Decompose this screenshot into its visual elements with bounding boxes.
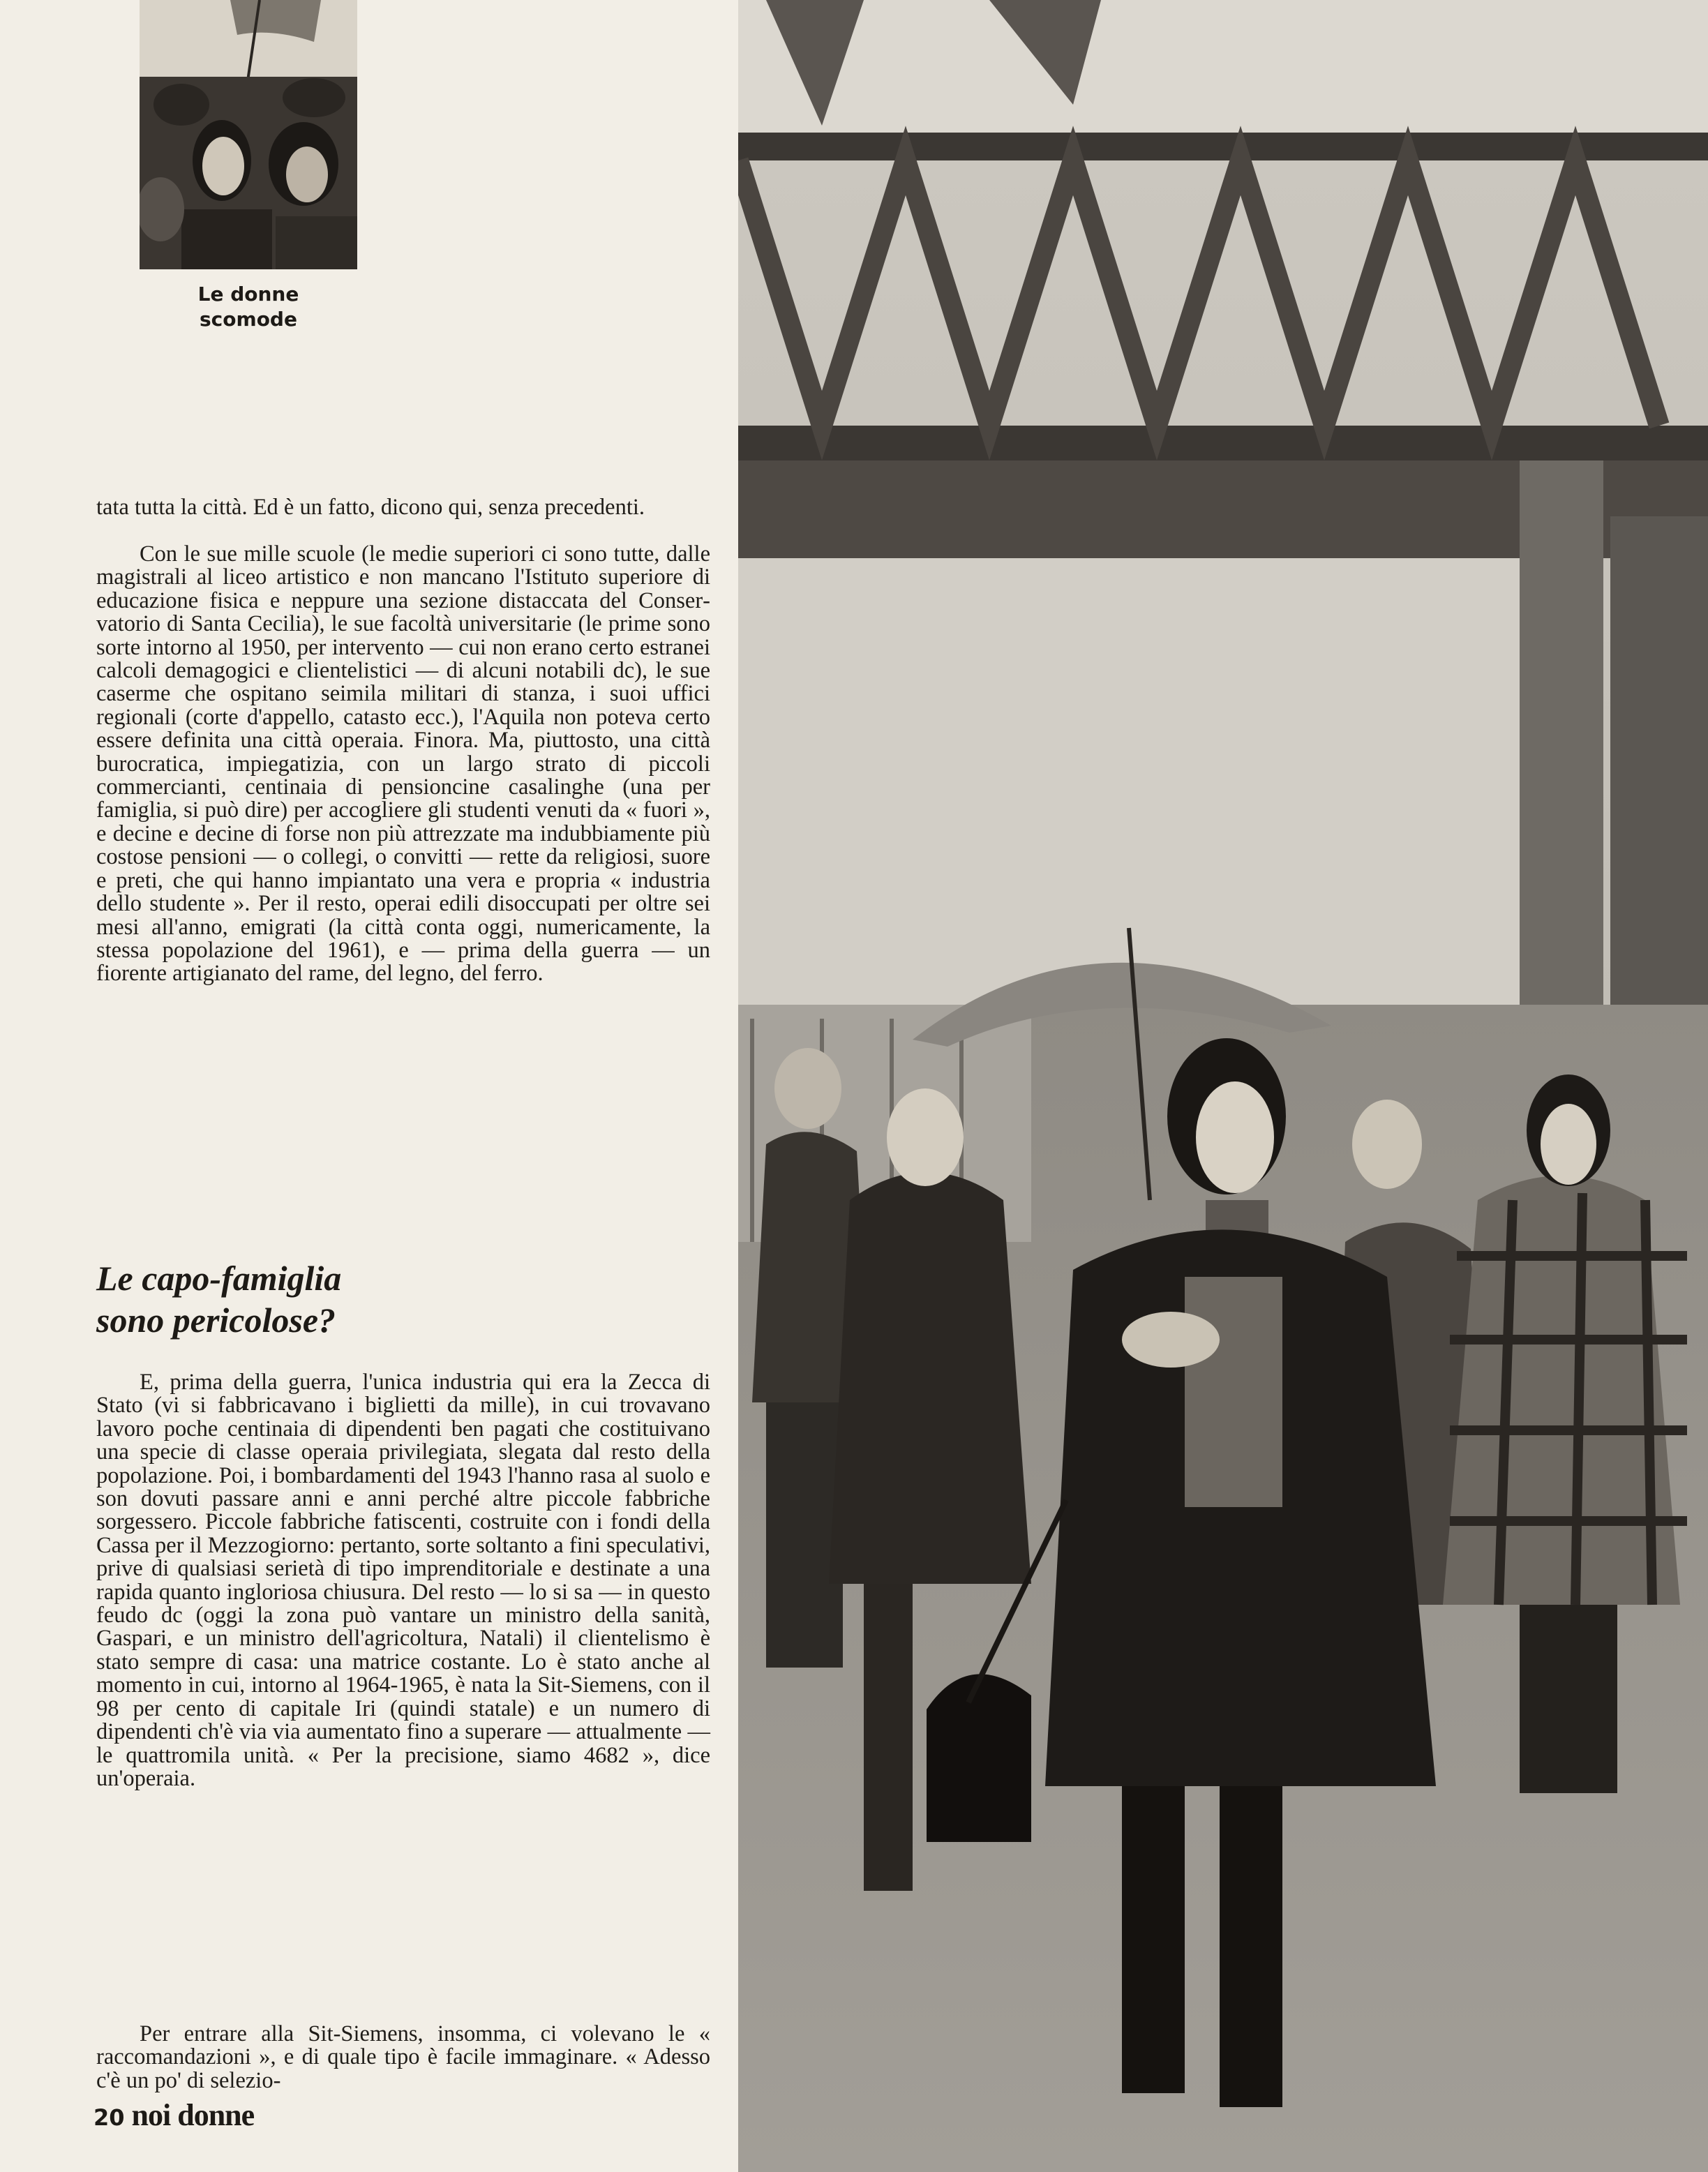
- article-paragraph-1: tata tutta la città. Ed è un fatto, dicono qui, senza precedenti.: [96, 495, 645, 520]
- thumbnail-photo-protest: [140, 0, 357, 269]
- subheading-line-1: Le capo-famiglia: [96, 1259, 342, 1298]
- article-paragraph-3-text: E, prima della guerra, l'unica industria qui era la Zecca di Stato (vi si fabbricavano i biglietti da mille), in cui trovavano lavoro poche centinaia di dipendenti ben pagati che costituivano una specie di classe operaia privilegiata, slegata dal resto della popolazione. Poi, i bombardamenti del 1943 l'hanno rasa al suolo e son dovuti passare anni e anni perché altre piccole fabbriche sorgessero. Piccole fabbriche fatiscenti, costruite con i fondi della Cassa per il Mezzogiorno: pertanto, sorte soltanto a fini speculativi, prive di qualsiasi serietà di tipo imprenditoriale e destinate a una rapida quanto ingloriosa chiusura. Del resto — lo si sa — in questo feudo dc (oggi la zona può vantare un ministro della sanità, Gaspari, e un ministro dell'agricoltura, Natali) il clientelismo è stato sempre di casa: una matrice costante. Lo è stato anche al momento in cui, intorno al 1964-1965, è nata la Sit-Siemens, con il 98 per cento di capitale Iri (quindi statale) e un numero di dipendenti ch'è via via aumentato fino a superare — attualmente — le quattromila unità. « Per la precisione, siamo 4682 », dice un'operaia.: [96, 1370, 710, 1791]
- article-paragraph-2: [96, 543, 710, 986]
- magazine-logo: noi donne: [131, 2098, 255, 2132]
- thumbnail-photo-art: [140, 0, 357, 269]
- article-paragraph-4: [96, 2023, 710, 2092]
- section-subheading: [96, 1257, 710, 1341]
- article-column: [0, 0, 738, 2172]
- caption-line-2: scomode: [200, 308, 297, 331]
- caption-line-1: Le donne: [197, 283, 299, 306]
- article-paragraph-4-text: Per entrare alla Sit-Siemens, insomma, ci volevano le « raccomandazioni », e di quale tipo è facile immaginare. « Adesso c'è un po' di selezio-: [96, 2021, 710, 2093]
- article-paragraph-3: [96, 1371, 710, 1790]
- main-photo-art: [738, 0, 1708, 2172]
- photo-caption: [140, 282, 357, 332]
- page-number: 20: [93, 2104, 125, 2131]
- article-paragraph-2-text: Con le sue mille scuole (le medie superiori ci sono tutte, dalle magistrali al liceo artistico e non mancano l'Istituto superiore di educazione fisica e neppure una sezione distaccata del Conservatorio di Santa Cecilia), le sue facoltà universitarie (le prime sono sorte intorno al 1950, per intervento — cui non erano certo estranei calcoli demagogici e clientelistici — di alcuni notabili dc), le sue caserme che ospitano seimila militari di stanza, i suoi uffici regionali (corte d'appello, catasto ecc.), l'Aquila non poteva certo essere definita una città operaia. Finora. Ma, piuttosto, una città burocratica, impiegatizia, con un largo strato di piccoli commercianti, centinaia di pensioncine casalinghe (una per famiglia, si può dire) per accogliere gli studenti venuti da « fuori », e decine e decine di forse non più attrezzate ma indubbiamente più costose pensioni — o collegi, o convitti — rette da religiosi, suore e preti, che qui hanno impiantato una vera e propria « industria dello studente ». Per il resto, operai edili disoccupati per oltre sei mesi all'anno, emigrati (la città conta oggi, numericamente, la stessa popolazione del 1961), e — prima della guerra — un fiorente artigianato del rame, del legno, del ferro.: [96, 541, 710, 987]
- page-footer: [93, 2097, 254, 2132]
- main-photo-workers: [738, 0, 1708, 2172]
- subheading-line-2: sono pericolose?: [96, 1301, 336, 1340]
